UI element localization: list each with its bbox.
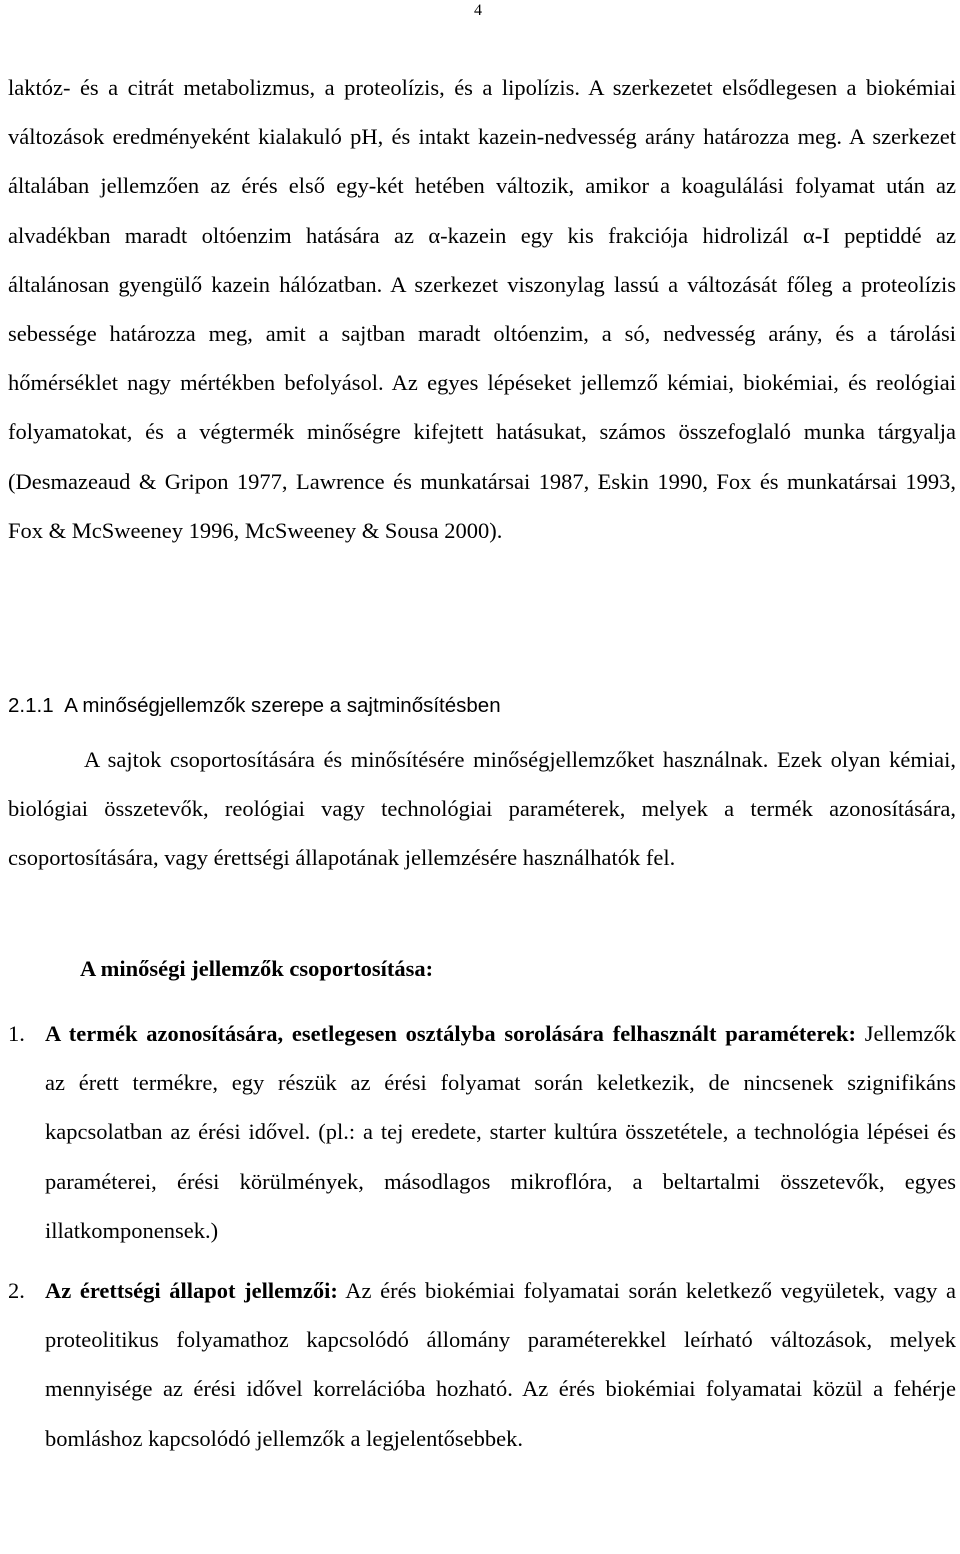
list-item-term: Az érettségi állapot jellemzői:: [45, 1278, 338, 1304]
section-intro-paragraph: A sajtok csoportosítására és minősítésére minőségjellemzőket használnak. Ezek olyan kémiai, biológiai összetevők, reológiai vagy technológiai paraméterek, melyek a termék azonosítására, csoportosítására, vagy érettségi állapotának jellemzésére használhatók fel.: [8, 747, 956, 871]
section-number: 2.1.1: [8, 694, 54, 717]
list-marker: 1.: [8, 1021, 25, 1046]
section-heading: [8, 685, 501, 727]
page-number: 4: [474, 2, 482, 19]
list-item: [8, 1009, 956, 1255]
list-marker: 2.: [8, 1278, 25, 1304]
body-paragraph: laktóz- és a citrát metabolizmus, a proteolízis, és a lipolízis. A szerkezetet elsődlegesen a biokémiai változások eredményeként kialakuló pH, és intakt kazein-nedvesség arány határozza meg. A szerkezet általában jellemzően az érés első egy-két hetében változik, amikor a koagulálási folyamat után az alvadékban maradt oltóenzim hatására az α-kazein egy kis frakciója hidrolizál α-I peptiddé az általánosan gyengülő kazein hálózatban. A szerkezet viszonylag lassú a változását főleg a proteolízis sebessége határozza meg, amit a sajtban maradt oltóenzim, a só, nedvesség arány, és a tárolási hőmérséklet nagy mértékben befolyásol. Az egyes lépéseket jellemző kémiai, biokémiai, és reológiai folyamatokat, és a végtermék minőségre kifejtett hatásukat, számos összefoglaló munka tárgyalja (Desmazeaud & Gripon 1977, Lawrence és munkatársai 1987, Eskin 1990, Fox és munkatársai 1993, Fox & McSweeney 1996, McSweeney & Sousa 2000).: [8, 75, 956, 543]
list-item-text: Jellemzők az érett termékre, egy részük az érési folyamat során keletkezik, de nincsenek szignifikáns kapcsolatban az érési idővel. (pl.: a tej eredete, starter kultúra összetétele, a technológia lépései és paraméterei, érési körülmények, másodlagos mikroflóra, a beltartalmi összetevők, egyes illatkomponensek.): [45, 1021, 956, 1243]
list-item-term: A termék azonosítására, esetlegesen osztályba sorolására felhasznált paraméterek:: [45, 1021, 856, 1046]
list-item-text: Az érés biokémiai folyamatai során keletkező vegyületek, vagy a proteolitikus folyamathoz kapcsolódó állomány paraméterekkel leírható változások, melyek mennyisége az érési idővel korrelációba hozható. Az érés biokémiai folyamatai közül a fehérje bomláshoz kapcsolódó jellemzők a legjelentősebbek.: [45, 1278, 956, 1451]
subheading: A minőségi jellemzők csoportosítása:: [80, 956, 434, 981]
numbered-list: [8, 1009, 956, 1463]
section-title: A minőségjellemzők szerepe a sajtminősítésben: [64, 694, 501, 717]
list-item: [8, 1266, 956, 1463]
